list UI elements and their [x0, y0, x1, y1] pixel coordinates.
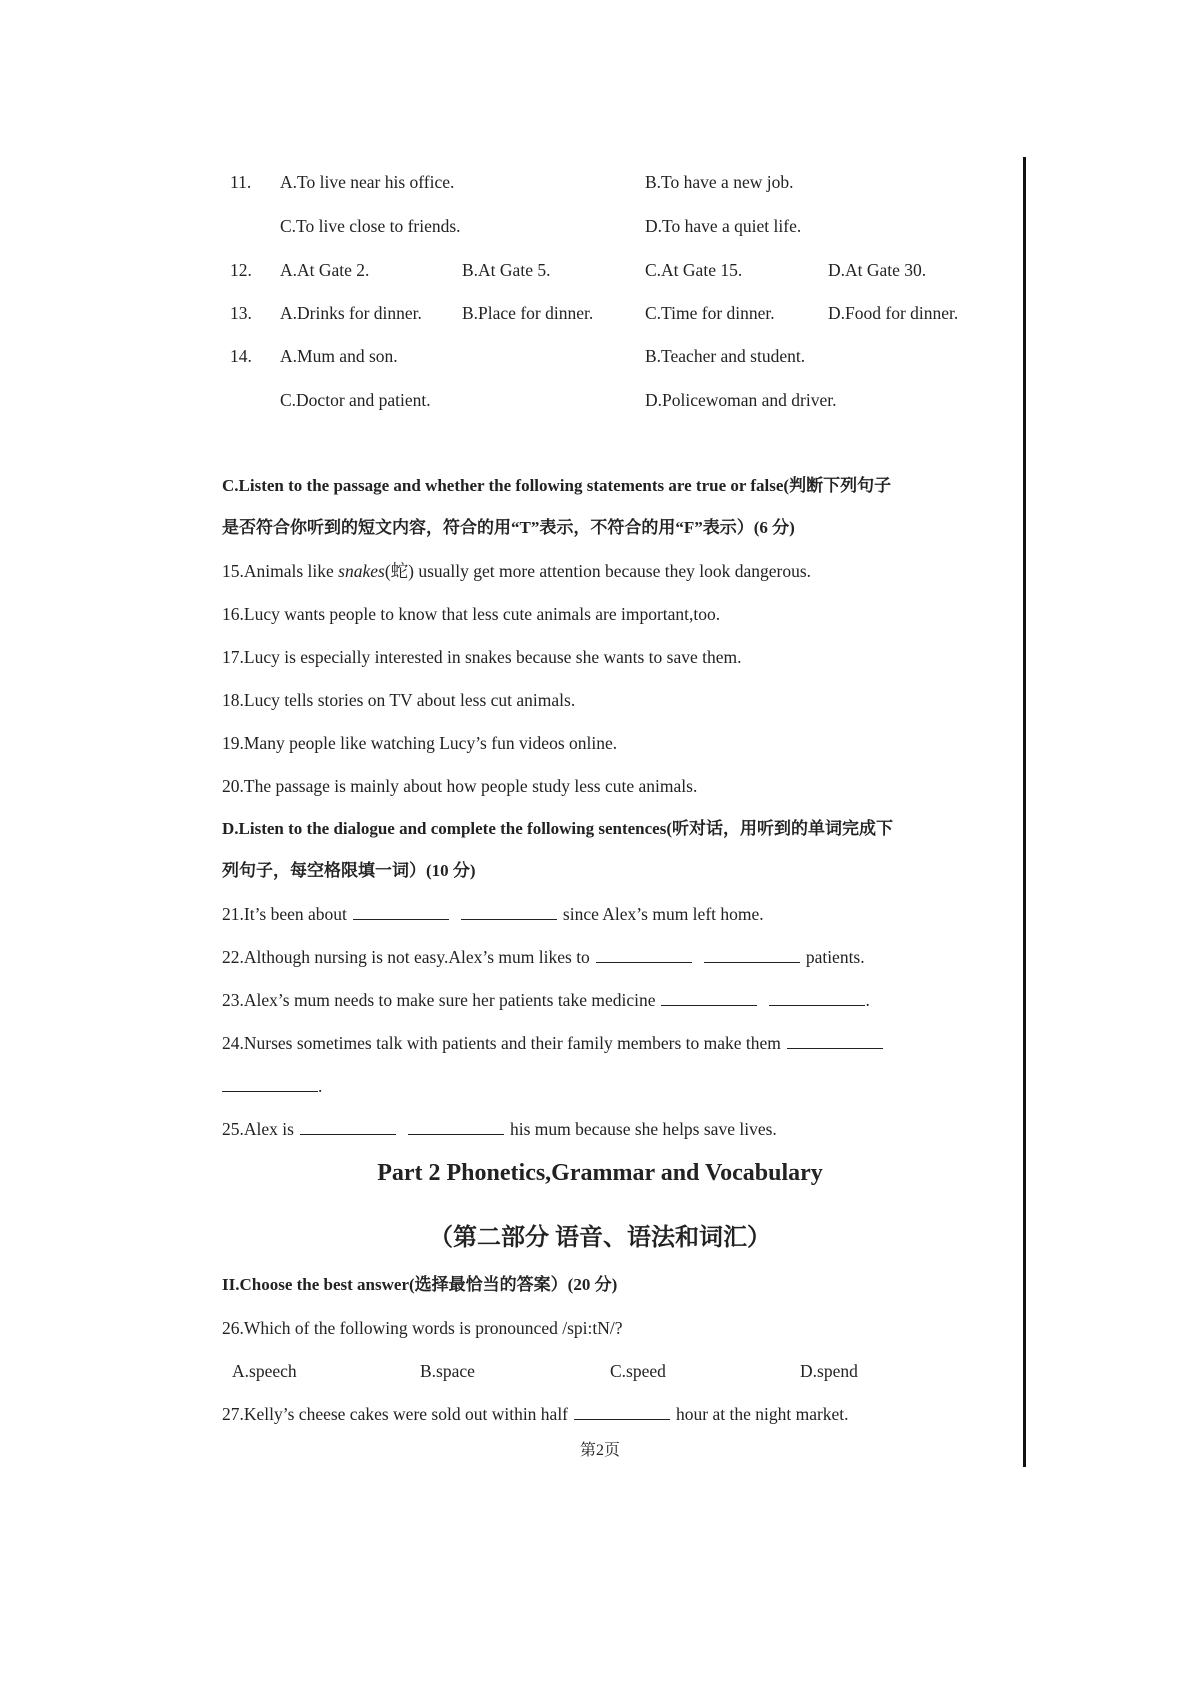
binding-line	[1023, 157, 1026, 1467]
answer-blank[interactable]	[408, 1118, 504, 1135]
answer-blank[interactable]	[222, 1075, 318, 1092]
q14-number: 14.	[230, 346, 252, 366]
q14-option-d: D.Policewoman and driver.	[645, 390, 837, 410]
sentence-21-text: 21.It’s been about	[222, 904, 347, 924]
answer-blank[interactable]	[596, 946, 692, 963]
statement-18: 18.Lucy tells stories on TV about less cut animals.	[222, 690, 576, 710]
q26-option-b: B.space	[420, 1361, 475, 1381]
sentence-24-text: 24.Nurses sometimes talk with patients and their family members to make them	[222, 1033, 781, 1053]
question-27	[222, 1402, 849, 1426]
q26-option-c: C.speed	[610, 1361, 666, 1381]
q11-option-d: D.To have a quiet life.	[645, 216, 802, 236]
statement-17: 17.Lucy is especially interested in snakes because she wants to save them.	[222, 647, 742, 667]
q14-option-b: B.Teacher and student.	[645, 346, 806, 366]
sentence-24	[222, 1031, 889, 1055]
statement-19: 19.Many people like watching Lucy’s fun videos online.	[222, 733, 618, 753]
q11-option-c: C.To live close to friends.	[280, 216, 461, 236]
q11-number: 11.	[230, 172, 252, 192]
statement-15-post: (蛇) usually get more attention because they look dangerous.	[384, 561, 812, 581]
statement-15	[222, 559, 811, 583]
q14-option-a: A.Mum and son.	[280, 346, 398, 366]
q26-option-d: D.spend	[800, 1361, 858, 1381]
q13-option-d: D.Food for dinner.	[828, 303, 959, 323]
statement-16: 16.Lucy wants people to know that less cute animals are important,too.	[222, 604, 721, 624]
sentence-25-rest: his mum because she helps save lives.	[509, 1119, 777, 1139]
answer-blank[interactable]	[661, 989, 757, 1006]
sentence-22-text: 22.Although nursing is not easy.Alex’s mum likes to	[222, 947, 590, 967]
question-27-rest: hour at the night market.	[676, 1404, 849, 1424]
q13-option-a: A.Drinks for dinner.	[280, 303, 422, 323]
q13-number: 13.	[230, 303, 252, 323]
q12-option-a: A.At Gate 2.	[280, 260, 370, 280]
section-c-heading-line1: C.Listen to the passage and whether the following statements are true or false(判断下列句子	[222, 476, 892, 495]
section-d-heading-line1: D.Listen to the dialogue and complete the following sentences(听对话，用听到的单词完成下	[222, 819, 894, 838]
answer-blank[interactable]	[461, 903, 557, 920]
q14-option-c: C.Doctor and patient.	[280, 390, 431, 410]
q12-option-d: D.At Gate 30.	[828, 260, 927, 280]
q11-option-a: A.To live near his office.	[280, 172, 455, 192]
section-d-heading-line2: 列句子，每空格限填一词）(10 分)	[222, 861, 476, 880]
q13-option-c: C.Time for dinner.	[645, 303, 775, 323]
q12-option-b: B.At Gate 5.	[462, 260, 551, 280]
q11-option-b: B.To have a new job.	[645, 172, 794, 192]
sentence-23	[222, 988, 870, 1012]
sentence-22-rest: patients.	[805, 947, 865, 967]
sentence-23-rest: .	[865, 990, 870, 1010]
sentence-22	[222, 945, 865, 969]
answer-blank[interactable]	[353, 903, 449, 920]
question-27-text: 27.Kelly’s cheese cakes were sold out within half	[222, 1404, 569, 1424]
answer-blank[interactable]	[574, 1403, 670, 1420]
statement-20: 20.The passage is mainly about how people study less cute animals.	[222, 776, 698, 796]
part2-subtitle: （第二部分 语音、语法和词汇）	[429, 1225, 771, 1251]
sentence-21-rest: since Alex’s mum left home.	[562, 904, 764, 924]
sentence-25	[222, 1117, 777, 1141]
answer-blank[interactable]	[787, 1032, 883, 1049]
q12-number: 12.	[230, 260, 252, 280]
sentence-21	[222, 902, 764, 926]
q26-option-a: A.speech	[232, 1361, 297, 1381]
statement-15-pre: 15.Animals like	[222, 561, 339, 581]
q13-option-b: B.Place for dinner.	[462, 303, 594, 323]
question-26-stem: 26.Which of the following words is pronounced /spi:tN/?	[222, 1318, 623, 1338]
answer-blank[interactable]	[300, 1118, 396, 1135]
q12-option-c: C.At Gate 15.	[645, 260, 743, 280]
answer-blank[interactable]	[704, 946, 800, 963]
sentence-23-text: 23.Alex’s mum needs to make sure her patients take medicine	[222, 990, 656, 1010]
sentence-25-text: 25.Alex is	[222, 1119, 294, 1139]
part2-title: Part 2 Phonetics,Grammar and Vocabulary	[377, 1160, 823, 1186]
sentence-24-continued	[222, 1074, 322, 1098]
answer-blank[interactable]	[769, 989, 865, 1006]
section-ii-heading: II.Choose the best answer(选择最恰当的答案）(20 分)	[222, 1275, 618, 1294]
sentence-24-rest: .	[318, 1076, 323, 1096]
statement-15-italic: snakes	[338, 561, 385, 581]
section-c-heading-line2: 是否符合你听到的短文内容，符合的用“T”表示，不符合的用“F”表示）(6 分)	[222, 518, 795, 537]
page-number: 第2页	[579, 1442, 620, 1459]
